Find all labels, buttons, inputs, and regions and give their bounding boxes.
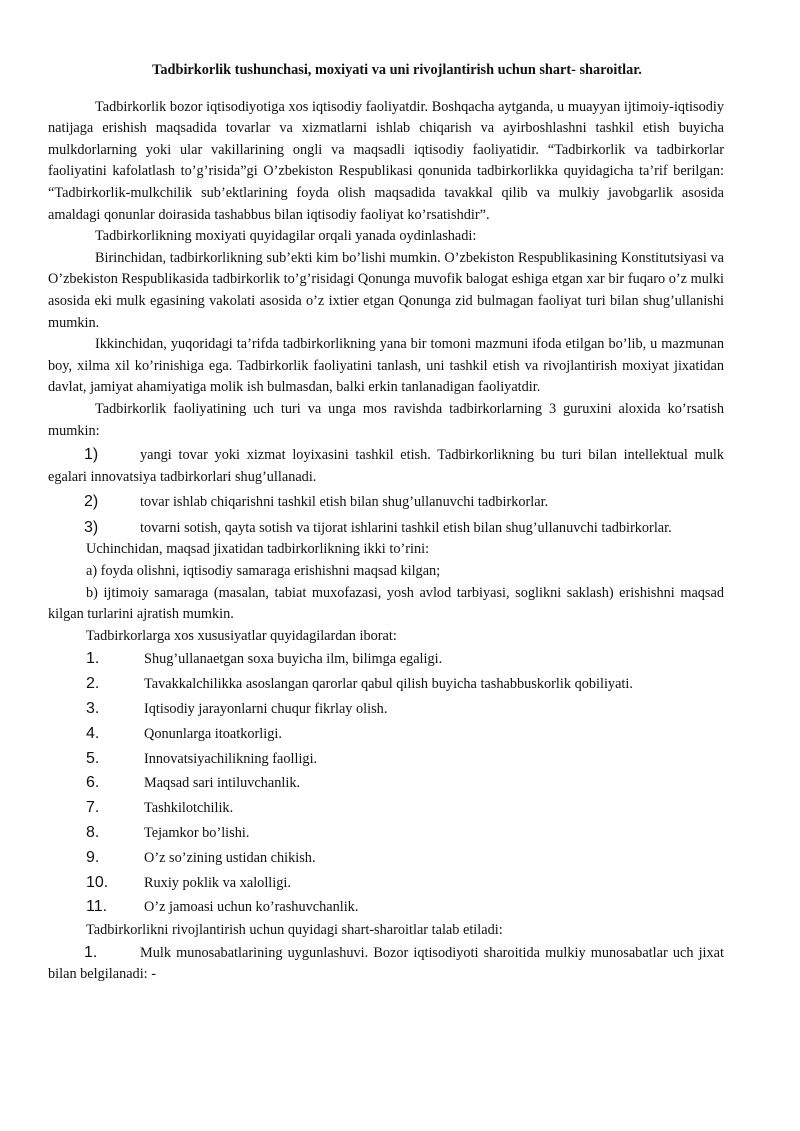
- list-text: Tashkilotchilik.: [144, 800, 234, 817]
- list-number: 1.: [86, 650, 100, 668]
- list-text: Qonunlarga itoatkorligi.: [144, 725, 282, 742]
- list-item: [48, 942, 724, 986]
- list-number: 4.: [86, 724, 100, 742]
- list-text: tovarni sotish, qayta sotish va tijorat ishlarini tashkil etish bilan shug’ullanuvchi tadbirkorlar.: [140, 519, 672, 536]
- paragraph: Tadbirkorlik faoliyatining uch turi va unga mos ravishda tadbirkorlarning 3 guruxini aloxida ko’rsatish mumkin:: [48, 400, 724, 439]
- list-number: 3.: [86, 700, 100, 718]
- list-text: Iqtisodiy jarayonlarni chuqur fikrlay olish.: [144, 701, 388, 718]
- list-text: Ruxiy poklik va xalolligi.: [144, 874, 291, 891]
- list-item: [48, 796, 724, 821]
- list-number: 10.: [86, 873, 109, 891]
- list-item: [48, 491, 724, 514]
- list-number: 1.: [84, 943, 98, 961]
- list-text: O’z so’zining ustidan chikish.: [144, 849, 316, 866]
- list-number: 3): [84, 518, 99, 536]
- paragraph: a) foyda olishni, iqtisodiy samaraga erishishni maqsad kilgan;: [86, 563, 441, 580]
- paragraph: Tadbirkorlik bozor iqtisodiyotiga xos iqtisodiy faoliyatdir. Boshqacha aytganda, u muayyan ijtimoiy-iqtisodiy natijaga erishish maqsadida tovarlar va xizmatlarni ishlab chiqarish va ayirboshlashni tashkil etish buyicha mulkdorlarning yoki ular vakillarining ongli va maqsadli iqtisodiy faoliyatidir. “Tadbirkorlik va tadbirkorlar faoliyatini kafolatlash to’g’risida”gi O’zbekiston Respublikasi qonunida tadbirkorlikka quyidagicha ta’rif berilgan: “Tadbirkorlik-mulkchilik sub’ektlarining foyda olish maqsadida tavakkal qilib va mulkiy javobgarlik asosida amaldagi qonunlar doirasida tashabbus bilan iqtisodiy faoliyat ko’rsatishdir”.: [48, 98, 724, 223]
- document-title: Tadbirkorlik tushunchasi, moxiyati va uni rivojlantirish uchun shart- sharoitlar.: [152, 62, 642, 78]
- list-text: O’z jamoasi uchun ko’rashuvchanlik.: [144, 899, 359, 916]
- list-number: 9.: [86, 848, 100, 866]
- list-number: 6.: [86, 774, 100, 792]
- paragraph: b) ijtimoiy samaraga (masalan, tabiat muxofazasi, yosh avlod tarbiyasi, soglikni saklash) erishishni maqsad kilgan turlarini ajratish mumkin.: [48, 584, 724, 623]
- list-number: 7.: [86, 799, 100, 817]
- document-page: [48, 60, 724, 986]
- list-item: [48, 722, 724, 747]
- list-item: [48, 821, 724, 846]
- paragraph: Tadbirkorlarga xos xususiyatlar quyidagilardan iborat:: [86, 627, 397, 644]
- paragraph: Tadbirkorlikning moxiyati quyidagilar orqali yanada oydinlashadi:: [95, 228, 477, 245]
- list-text: Tejamkor bo’lishi.: [144, 825, 250, 842]
- list-text: Tavakkalchilikka asoslangan qarorlar qabul qilish buyicha tashabbuskorlik qobiliyati.: [144, 676, 633, 693]
- list-number: 2.: [86, 675, 100, 693]
- list-item: [48, 771, 724, 796]
- list-number: 11.: [86, 898, 108, 916]
- list-text: Innovatsiyachilikning faolligi.: [144, 750, 318, 767]
- list-text: yangi tovar yoki xizmat loyixasini tashkil etish. Tadbirkorlikning bu turi bilan intellektual mulk egalari innovatsiya tadbirkorlari shug’ullanadi.: [48, 447, 724, 485]
- list-item: [48, 647, 724, 672]
- list-item: [48, 871, 724, 896]
- list-item: [48, 697, 724, 722]
- list-text: Maqsad sari intiluvchanlik.: [144, 775, 301, 792]
- list-number: 5.: [86, 749, 100, 767]
- traits-list: [48, 647, 724, 920]
- list-number: 1): [84, 446, 99, 464]
- paragraph: Ikkinchidan, yuqoridagi ta’rifda tadbirkorlikning yana bir tomoni mazmuni ifoda etilgan bo’lib, u mazmunan boy, xilma xil ko’rinishiga ega. Tadbirkorlik faoliyatini tanlash, uni tashkil etish va rivojlantirish moxiyat jixatidan davlat, jamiyat ahamiyatiga molik ish bulmasdan, balki erkin tanlanadigan faoliyatdir.: [48, 336, 724, 396]
- paragraph: Birinchidan, tadbirkorlikning sub’ekti kim bo’lishi mumkin. O’zbekiston Respublikasining Konstitutsiyasi va O’zbekiston Respublikasida tadbirkorlik to’g’risidagi Qonunga muvofik balogat eshiga etgan xar bir fuqaro o’z mulki asosida eki mulk egasining vakolati asosida o’z ixtier etgan Qonunga zid bulmagan faoliyat turi bilan shug’ullanishi mumkin.: [48, 249, 724, 331]
- list-text: Mulk munosabatlarining uygunlashuvi. Bozor iqtisodiyoti sharoitida mulkiy munosabatlar uch jixat bilan belgilanadi: -: [48, 944, 724, 983]
- paragraph: Uchinchidan, maqsad jixatidan tadbirkorlikning ikki to’rini:: [86, 541, 430, 558]
- list-item: [48, 517, 724, 540]
- list-item: [48, 846, 724, 871]
- list-text: tovar ishlab chiqarishni tashkil etish bilan shug’ullanuvchi tadbirkorlar.: [140, 494, 549, 511]
- list-number: 8.: [86, 824, 100, 842]
- list-number: 2): [84, 493, 99, 511]
- paragraph: Tadbirkorlikni rivojlantirish uchun quyidagi shart-sharoitlar talab etiladi:: [86, 922, 503, 939]
- list-text: Shug’ullanaetgan soxa buyicha ilm, bilimga egaligi.: [144, 651, 443, 668]
- list-item: [48, 895, 724, 920]
- list-item: [48, 444, 724, 488]
- list-item: [48, 747, 724, 772]
- list-item: [48, 672, 724, 697]
